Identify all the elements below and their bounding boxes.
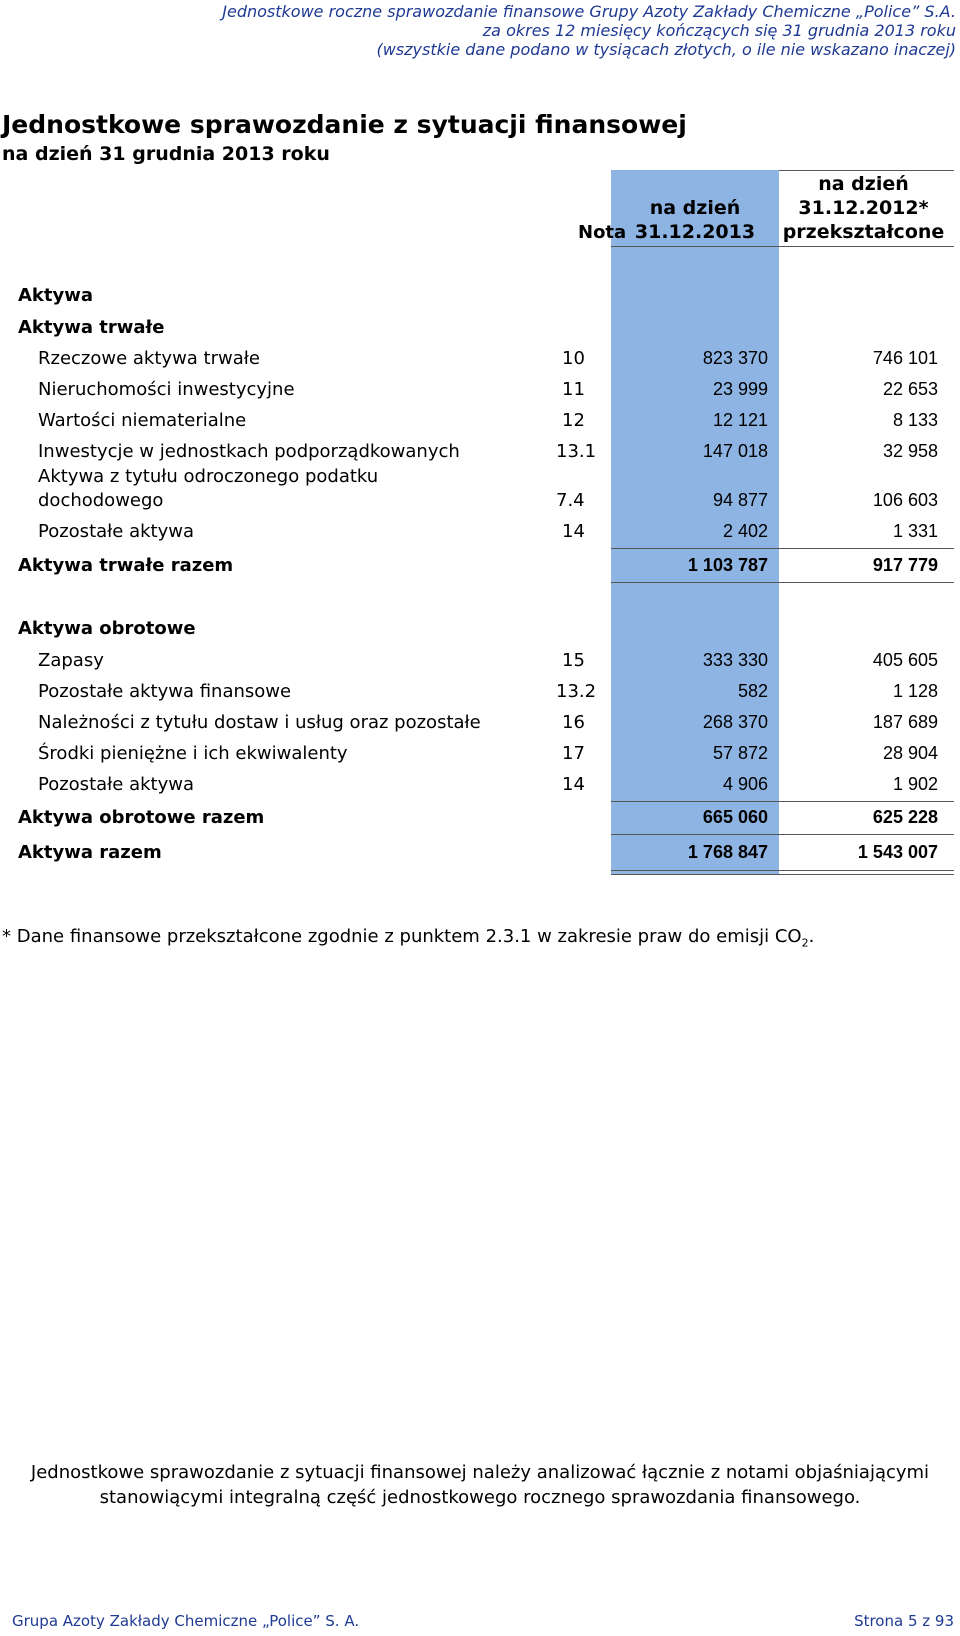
- value-2013: 2 402: [722, 521, 768, 541]
- row-nota: 13.1: [556, 441, 597, 462]
- row-nota: 14: [562, 521, 585, 542]
- double-rule-2: [611, 874, 954, 875]
- subtotal-rule: [611, 548, 954, 549]
- value-2013: 268 370: [702, 712, 768, 732]
- header-bottom-rule: [611, 246, 954, 247]
- column-2012-header-line3: przekształcone: [782, 221, 945, 243]
- row-nota: 17: [562, 743, 585, 764]
- footnote-text: * Dane finansowe przekształcone zgodnie z punktem 2.3.1 w zakresie praw do emisji CO: [2, 926, 802, 947]
- column-2013-header: [611, 196, 779, 244]
- total-rule: [611, 582, 954, 583]
- row-nota: 15: [562, 650, 585, 671]
- row-nota: 12: [562, 410, 585, 431]
- section-aktywa-trwale: Aktywa trwałe: [18, 317, 165, 338]
- value-2012: 8 133: [892, 410, 938, 430]
- header-line-1: Jednostkowe roczne sprawozdanie finansowe Grupy Azoty Zakłady Chemiczne „Police” S.A.: [222, 2, 956, 21]
- column-2012-header: [779, 172, 948, 244]
- nota-column-header: Nota: [578, 222, 627, 243]
- value-2012: 1 128: [892, 681, 938, 701]
- row-label: Należności z tytułu dostaw i usług oraz pozostałe: [38, 712, 481, 733]
- value-2012: 22 653: [882, 379, 938, 399]
- header-line-2: za okres 12 miesięcy kończących się 31 grudnia 2013 roku: [482, 21, 956, 40]
- row-label: Pozostałe aktywa finansowe: [38, 681, 292, 702]
- footnote-subscript: 2: [801, 936, 809, 950]
- row-nota: 10: [562, 348, 585, 369]
- row-nota: 11: [562, 379, 585, 400]
- row-nota: 13.2: [556, 681, 597, 702]
- value-2013: 23 999: [712, 379, 768, 399]
- footnote-end: .: [808, 926, 815, 947]
- value-2013: 582: [737, 681, 768, 701]
- explanatory-note-line1: Jednostkowe sprawozdanie z sytuacji finansowej należy analizować łącznie z notami objaśniającymi: [30, 1462, 930, 1483]
- row-nota: 14: [562, 774, 585, 795]
- explanatory-note-line2: stanowiącymi integralną część jednostkowego rocznego sprawozdania finansowego.: [99, 1487, 861, 1508]
- value-2013: 1 768 847: [687, 842, 768, 862]
- header-top-rule: [779, 170, 954, 171]
- value-2012: 106 603: [872, 490, 938, 510]
- value-2013: 4 906: [722, 774, 768, 794]
- double-rule-1: [611, 870, 954, 871]
- value-2013: 333 330: [702, 650, 768, 670]
- row-label: Inwestycje w jednostkach podporządkowanych: [38, 441, 460, 462]
- row-label-line2: dochodowego: [38, 490, 164, 511]
- row-label: Nieruchomości inwestycyjne: [38, 379, 295, 400]
- row-label: Środki pieniężne i ich ekwiwalenty: [38, 743, 348, 764]
- column-2013-header-line2: 31.12.2013: [634, 221, 756, 243]
- footer-company: Grupa Azoty Zakłady Chemiczne „Police” S. A.: [12, 1612, 360, 1630]
- row-label: Pozostałe aktywa: [38, 774, 194, 795]
- value-2013: 665 060: [702, 807, 768, 827]
- row-nota: 16: [562, 712, 585, 733]
- column-2012-header-line1: na dzień: [818, 173, 909, 195]
- value-2013: 823 370: [702, 348, 768, 368]
- row-label: Aktywa razem: [18, 842, 162, 863]
- value-2012: 28 904: [882, 743, 938, 763]
- row-label: Aktywa obrotowe razem: [18, 807, 265, 828]
- page-title: Jednostkowe sprawozdanie z sytuacji finansowej: [2, 110, 687, 139]
- value-2012: 917 779: [872, 555, 938, 575]
- footer-page-number: Strona 5 z 93: [854, 1612, 954, 1630]
- column-2012-header-line2: 31.12.2012*: [798, 197, 929, 219]
- page-subtitle: na dzień 31 grudnia 2013 roku: [2, 143, 330, 165]
- value-2012: 1 902: [892, 774, 938, 794]
- value-2012: 405 605: [872, 650, 938, 670]
- row-label: Rzeczowe aktywa trwałe: [38, 348, 260, 369]
- value-2013: 57 872: [712, 743, 768, 763]
- value-2013: 94 877: [712, 490, 768, 510]
- section-aktywa: Aktywa: [18, 285, 94, 306]
- row-nota: 7.4: [556, 490, 585, 511]
- section-aktywa-obrotowe: Aktywa obrotowe: [18, 618, 196, 639]
- value-2012: 32 958: [882, 441, 938, 461]
- header-line-3: (wszystkie dane podano w tysiącach złotych, o ile nie wskazano inaczej): [376, 40, 956, 59]
- value-2012: 1 331: [892, 521, 938, 541]
- value-2012: 625 228: [872, 807, 938, 827]
- value-2013: 12 121: [712, 410, 768, 430]
- value-2012: 1 543 007: [857, 842, 938, 862]
- row-label: Aktywa trwałe razem: [18, 555, 234, 576]
- value-2013: 1 103 787: [687, 555, 768, 575]
- explanatory-note: [0, 1460, 960, 1510]
- value-2012: 746 101: [872, 348, 938, 368]
- footnote: [2, 926, 814, 950]
- subtotal-rule: [611, 801, 954, 802]
- row-label-line1: Aktywa z tytułu odroczonego podatku: [38, 466, 379, 487]
- row-label: Zapasy: [38, 650, 104, 671]
- value-2012: 187 689: [872, 712, 938, 732]
- value-2013: 147 018: [702, 441, 768, 461]
- total-rule: [611, 834, 954, 835]
- row-label: Pozostałe aktywa: [38, 521, 194, 542]
- row-label: Wartości niematerialne: [38, 410, 247, 431]
- column-2013-header-line1: na dzień: [649, 197, 741, 219]
